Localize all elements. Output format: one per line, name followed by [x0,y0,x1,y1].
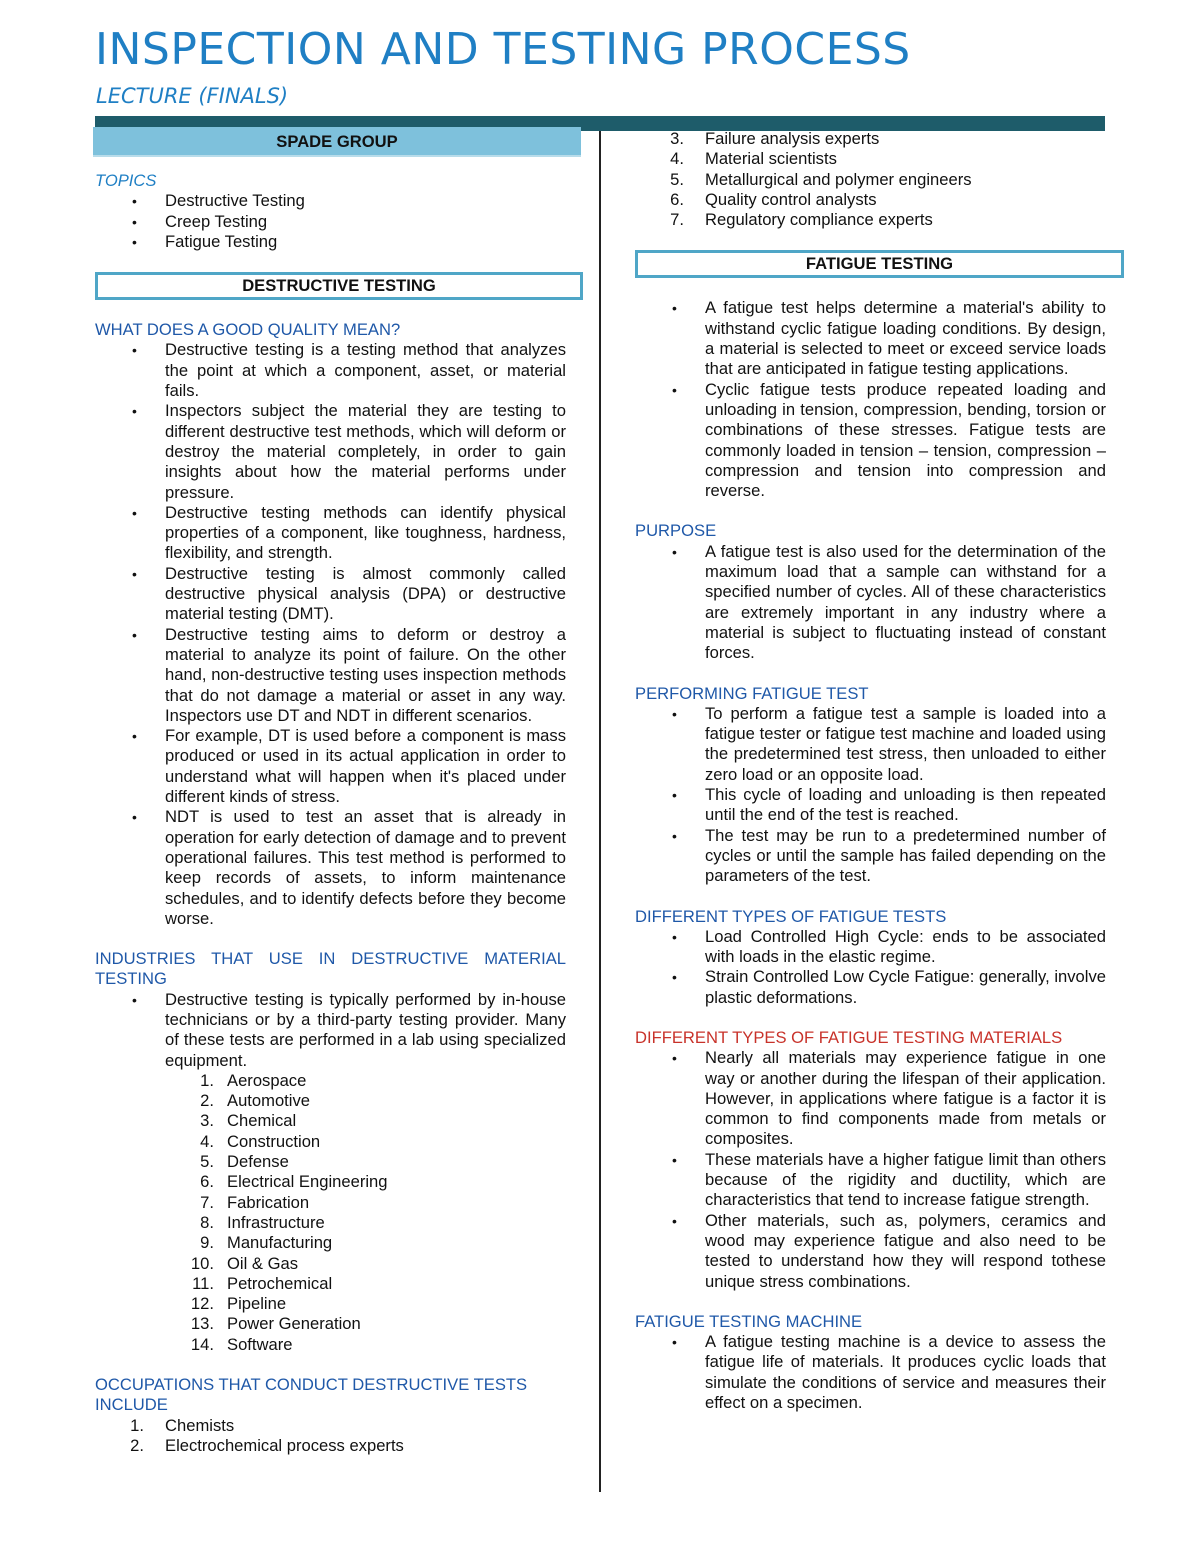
topics-label: TOPICS [95,171,157,190]
industries-list [95,1071,566,1355]
types-heading: DIFFERENT TYPES OF FATIGUE TESTS [635,906,947,926]
occupations-list-right [635,129,1106,230]
list-item: 1. Chemists [130,1415,235,1435]
topic-item: • Destructive Testing [95,191,566,211]
occupations-list-left [95,1416,566,1457]
list-item: • To perform a fatigue test a sample is loaded into a fatigue tester or fatigue test machine and loaded using the predetermined test stress, then unloaded to either zero load or an opposite load. [635,704,1106,785]
list-item: 6. Quality control analysts [670,189,877,209]
performing-list [635,704,1106,887]
list-item: 7. Regulatory compliance experts [670,210,933,230]
list-item: 4. Material scientists [670,149,837,169]
list-item: • A fatigue testing machine is a device to assess the fatigue life of materials. It produces cyclic loads that simulate the conditions of service and measures their effect on a specimen. [635,1332,1106,1413]
list-item: 7. Fabrication [200,1192,310,1212]
list-item: • Inspectors subject the material they are testing to different destructive test methods, which will deform or destroy the material completely, in order to gain insights about how the material performs under pressure. [95,401,566,502]
list-item: 10. Oil & Gas [190,1253,299,1273]
list-item: • Destructive testing aims to deform or destroy a material to analyze its point of failure. On the other hand, non-destructive testing uses inspection methods that do not damage a material or asset in any way. Inspectors use DT and NDT in different scenarios. [95,625,566,726]
left-column [95,127,566,1456]
list-item: • Destructive testing is almost commonly called destructive physical analysis (DPA) or destructive material testing (DMT). [95,564,566,625]
list-item: 5. Metallurgical and polymer engineers [670,169,972,189]
quality-heading: WHAT DOES A GOOD QUALITY MEAN? [95,320,401,340]
list-item: • Destructive testing is a testing method that analyzes the point at which a component, asset, or material fails. [95,340,566,401]
document-subtitle: LECTURE (FINALS) [96,84,289,108]
column-divider [599,131,601,1492]
list-item: • Nearly all materials may experience fatigue in one way or another during the lifespan of their application. However, in applications where fatigue is a factor it is common to find components made from metals or composites. [635,1048,1106,1149]
topic-item: • Creep Testing [95,212,566,232]
list-item: 3. Chemical [200,1111,297,1131]
list-item: 5. Defense [200,1152,289,1172]
list-item: 6. Electrical Engineering [200,1172,388,1192]
fatigue-testing-banner: FATIGUE TESTING [635,250,1124,278]
topic-item: • Fatigue Testing [95,232,566,252]
list-item: 13. Power Generation [190,1314,361,1334]
purpose-list [635,542,1106,664]
document-title: INSPECTION AND TESTING PROCESS [95,24,911,75]
list-item: 12. Pipeline [190,1294,287,1314]
types-list [635,927,1106,1008]
list-item: • The test may be run to a predetermined number of cycles or until the sample has failed depending on the parameters of the test. [635,826,1106,887]
list-item: 2. Electrochemical process experts [130,1435,404,1455]
list-item: 8. Infrastructure [200,1212,325,1232]
list-item: • This cycle of loading and unloading is then repeated until the end of the test is reached. [635,785,1106,826]
list-item: 3. Failure analysis experts [670,129,880,148]
fatigue-list [635,298,1106,501]
list-item: • Destructive testing is typically performed by in-house technicians or by a third-party testing provider. Many of these tests are performed in a lab using specialized equipment. [95,990,566,1071]
quality-list [95,340,566,929]
machine-heading: FATIGUE TESTING MACHINE [635,1311,863,1331]
list-item: • A fatigue test is also used for the determination of the maximum load that a sample can withstand for a specified number of cycles. All of these characteristics are extremely important in any industry where a material is subject to fluctuating instead of constant forces. [635,542,1106,664]
materials-list [635,1048,1106,1292]
list-item: 11. Petrochemical [192,1273,333,1293]
list-item: 14. Software [190,1334,293,1354]
list-item: 1. Aerospace [200,1070,307,1090]
list-item: 9. Manufacturing [200,1233,333,1253]
group-banner: SPADE GROUP [93,127,581,157]
materials-heading: DIFFERENT TYPES OF FATIGUE TESTING MATERIALS [635,1027,1063,1047]
industries-heading: INDUSTRIES THAT USE IN DESTRUCTIVE MATERIAL TESTING [95,949,566,989]
machine-list [635,1332,1106,1413]
list-item: • These materials have a higher fatigue limit than others because of the rigidity and ductility, which are characteristics that tend to increase fatigue strength. [635,1150,1106,1211]
list-item: • Other materials, such as, polymers, ceramics and wood may experience fatigue and also need to be tested to understand how they will respond tothese unique stress combinations. [635,1211,1106,1292]
list-item: • Destructive testing methods can identify physical properties of a component, like toughness, hardness, flexibility, and strength. [95,503,566,564]
list-item: • A fatigue test helps determine a material's ability to withstand cyclic fatigue loading conditions. By design, a material is selected to meet or exceed service loads that are anticipated in fatigue testing applications. [635,298,1106,379]
list-item: • Cyclic fatigue tests produce repeated loading and unloading in tension, compression, bending, torsion or combinations of these stresses. Fatigue tests are commonly loaded in tension – tension, compression – compression and tension into compression and reverse. [635,380,1106,502]
destructive-testing-banner: DESTRUCTIVE TESTING [95,272,583,300]
performing-heading: PERFORMING FATIGUE TEST [635,683,869,703]
topics-list [95,191,566,252]
list-item: 4. Construction [200,1131,321,1151]
list-item: • Load Controlled High Cycle: ends to be associated with loads in the elastic regime. [635,927,1106,968]
list-item: • NDT is used to test an asset that is already in operation for early detection of damage and to prevent operational failures. This test method is performed to keep records of assets, to inform maintenance schedules, and to identify defects before they become worse. [95,807,566,929]
list-item: • For example, DT is used before a component is mass produced or used in its actual application in order to understand what will happen when it's placed under different kinds of stress. [95,726,566,807]
industries-intro-list [95,990,566,1071]
list-item: • Strain Controlled Low Cycle Fatigue: generally, involve plastic deformations. [635,967,1106,1008]
list-item: 2. Automotive [200,1091,311,1111]
purpose-heading: PURPOSE [635,521,717,541]
right-column [635,129,1106,1413]
occupations-heading: OCCUPATIONS THAT CONDUCT DESTRUCTIVE TESTS INCLUDE [95,1375,528,1415]
